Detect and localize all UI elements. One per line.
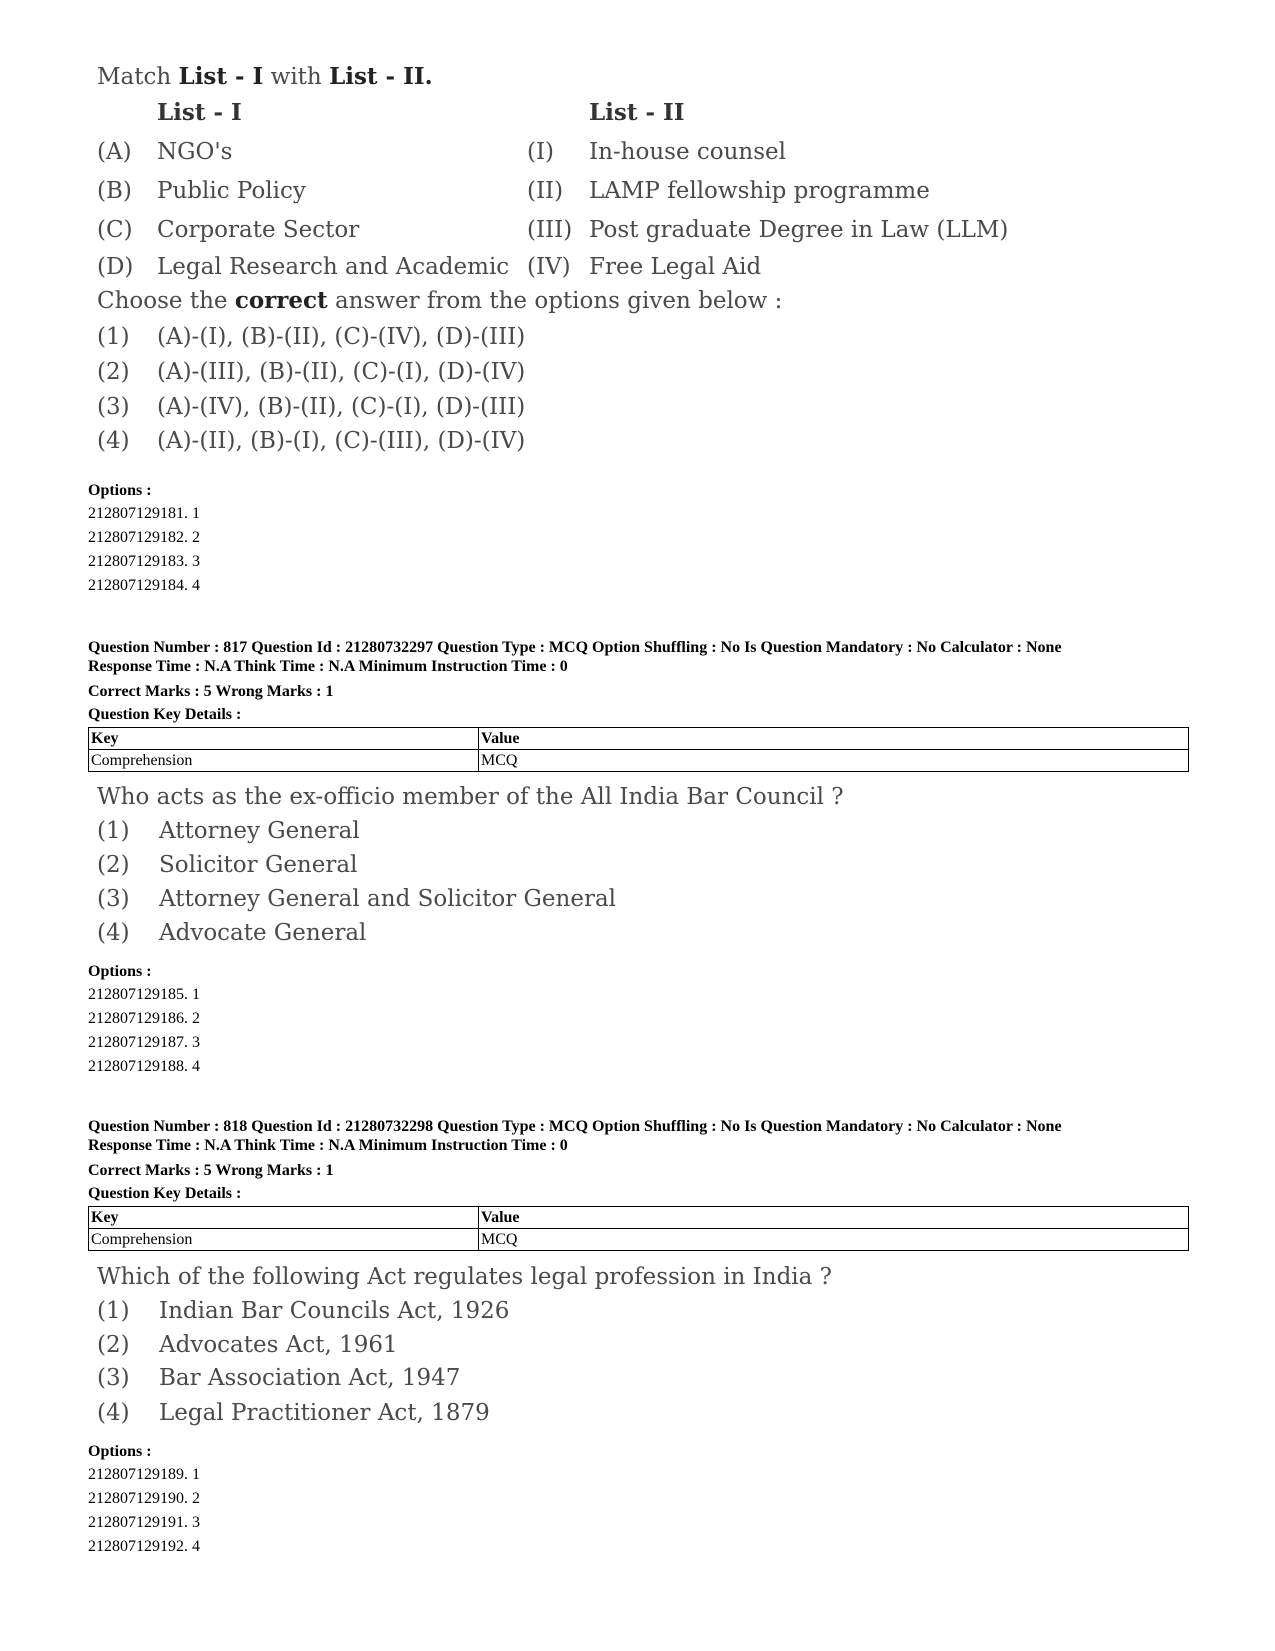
- table-cell-value: MCQ: [479, 1229, 1189, 1251]
- question-meta-line: Response Time : N.A Think Time : N.A Minimum Instruction Time : 0: [88, 658, 568, 675]
- table-header-row: [89, 728, 1189, 750]
- question-meta-line: Question Number : 817 Question Id : 21280732297 Question Type : MCQ Option Shuffling : No Is Question Mandatory : No Calculator : None: [88, 639, 1062, 656]
- question-meta-line: Question Number : 818 Question Id : 21280732298 Question Type : MCQ Option Shuffling : No Is Question Mandatory : No Calculator : None: [88, 1118, 1062, 1135]
- table-row: [89, 1229, 1189, 1251]
- option-item: 212807129184. 4: [88, 577, 200, 594]
- q818-scan: Which of the following Act regulates legal profession in India ? (1) Indian Bar Councils Act, 1926 (2) Advocates Act, 1961 (3) Bar Association Act, 1947 (4) Legal Practitioner Act, 1879: [97, 1264, 833, 1426]
- table-header-value: Value: [479, 728, 1189, 750]
- table-header-key: Key: [89, 728, 479, 750]
- q816-title: Match List - I with List - II.: [97, 63, 433, 90]
- question-key-table: [88, 727, 1189, 772]
- option-item: 212807129192. 4: [88, 1538, 200, 1555]
- options-label: Options :: [88, 482, 152, 499]
- table-cell-value: MCQ: [479, 750, 1189, 772]
- question-text: Who acts as the ex-officio member of the All India Bar Council ?: [97, 784, 844, 810]
- options-label: Options :: [88, 963, 152, 980]
- q816-scan: Match List - I with List - II. List - I List - II (A) NGO's (I) In-house counsel (B) Public Policy (II) LAMP fellowship programme (C) Corporate Sector (III) Post graduate Degree in Law (LLM) (D) Legal Research and Academic (IV) Free Legal Aid Choose the correct answer from the options given below : (1) (A)-(I), (B)-(II), (C)-(IV), (D)-(III) (2) (A)-(III), (B)-(II), (C)-(I), (D)-(IV) (3) (A)-(IV), (B)-(II), (C)-(I), (D)-(III) (4) (A)-(II), (B)-(I), (C)-(III), (D)-(IV): [97, 63, 1009, 454]
- list-2-header: List - II: [589, 99, 685, 126]
- question-key-table: [88, 1206, 1189, 1251]
- option-item: 212807129188. 4: [88, 1058, 200, 1075]
- option-item: 212807129181. 1: [88, 505, 200, 522]
- question-marks: Correct Marks : 5 Wrong Marks : 1: [88, 1162, 334, 1179]
- table-row: [89, 750, 1189, 772]
- table-header-row: [89, 1207, 1189, 1229]
- option-item: 212807129187. 3: [88, 1034, 200, 1051]
- table-cell-key: Comprehension: [89, 1229, 479, 1251]
- option-item: 212807129189. 1: [88, 1466, 200, 1483]
- table-header-key: Key: [89, 1207, 479, 1229]
- table-cell-key: Comprehension: [89, 750, 479, 772]
- options-label: Options :: [88, 1443, 152, 1460]
- q817-scan: Who acts as the ex-officio member of the All India Bar Council ? (1) Attorney General (2) Solicitor General (3) Attorney General and Solicitor General (4) Advocate General: [97, 784, 844, 946]
- question-key-details-label: Question Key Details :: [88, 706, 242, 723]
- question-marks: Correct Marks : 5 Wrong Marks : 1: [88, 683, 334, 700]
- question-key-details-label: Question Key Details :: [88, 1185, 242, 1202]
- options-list: [88, 502, 200, 598]
- option-item: 212807129186. 2: [88, 1010, 200, 1027]
- option-item: 212807129185. 1: [88, 986, 200, 1003]
- option-item: 212807129182. 2: [88, 529, 200, 546]
- options-list: [88, 983, 200, 1079]
- table-header-value: Value: [479, 1207, 1189, 1229]
- option-item: 212807129190. 2: [88, 1490, 200, 1507]
- question-text: Which of the following Act regulates legal profession in India ?: [97, 1264, 833, 1290]
- choose-instruction: Choose the correct answer from the options given below :: [97, 287, 783, 314]
- list-1-header: List - I: [157, 99, 242, 126]
- option-item: 212807129183. 3: [88, 553, 200, 570]
- options-list: [88, 1463, 200, 1559]
- question-meta-line: Response Time : N.A Think Time : N.A Minimum Instruction Time : 0: [88, 1137, 568, 1154]
- option-item: 212807129191. 3: [88, 1514, 200, 1531]
